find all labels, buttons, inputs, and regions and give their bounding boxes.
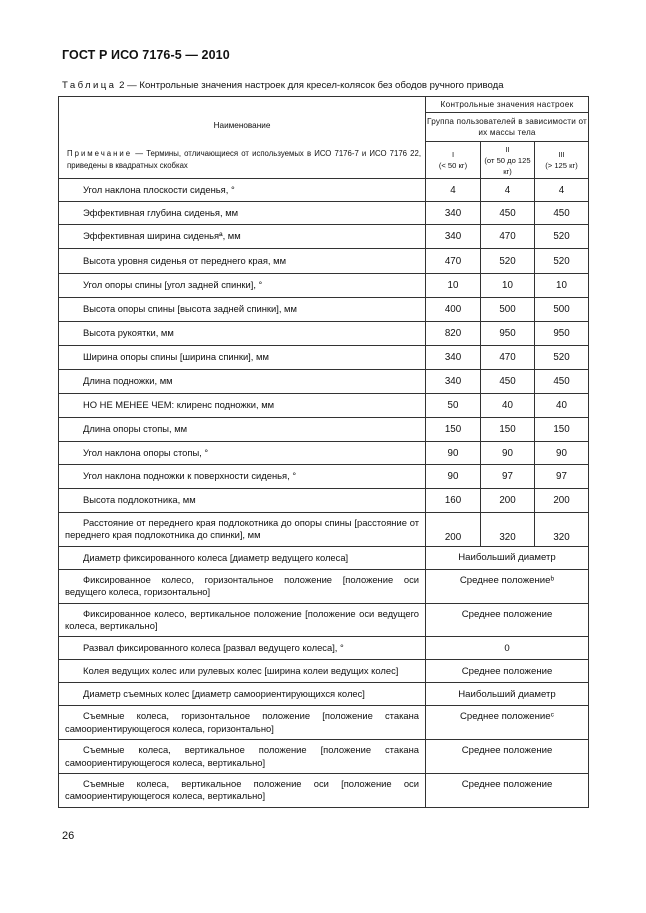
table-row xyxy=(59,546,589,569)
parameter-value: 520 xyxy=(481,249,535,274)
parameter-name: Ширина опоры спины [ширина спинки], мм xyxy=(59,346,426,370)
parameter-value: 97 xyxy=(535,465,589,489)
parameter-value: Среднее положение xyxy=(426,603,589,637)
parameter-value: 520 xyxy=(535,346,589,370)
parameter-name: Фиксированное колесо, вертикальное положение [положение оси ведущего колеса, вертикально] xyxy=(59,603,426,637)
parameter-value: 4 xyxy=(535,179,589,202)
parameter-value: 97 xyxy=(481,465,535,489)
table-row xyxy=(59,442,589,465)
parameter-name: Съемные колеса, вертикальное положение [положение стакана самоориентирующегося колеса, вертикально] xyxy=(59,740,426,774)
parameter-value: Наибольший диаметр xyxy=(426,683,589,706)
parameter-value: 90 xyxy=(426,465,481,489)
parameter-value: 450 xyxy=(481,202,535,225)
parameter-name: Диаметр съемных колес [диаметр самоориентирующихся колес] xyxy=(59,683,426,706)
table-row xyxy=(59,489,589,513)
parameter-name: Колея ведущих колес или рулевых колес [ширина колеи ведущих колес] xyxy=(59,660,426,683)
parameter-value: 150 xyxy=(481,418,535,442)
header-note xyxy=(63,148,421,172)
parameter-value: Среднее положениеᶜ xyxy=(426,706,589,740)
parameter-value: Среднее положениеᵇ xyxy=(426,569,589,603)
name-column-title: Наименование xyxy=(213,121,271,130)
table-row xyxy=(59,346,589,370)
table-row xyxy=(59,322,589,346)
table-row xyxy=(59,249,589,274)
parameter-name: Угол опоры спины [угол задней спинки], ° xyxy=(59,274,426,298)
parameter-name: Высота рукоятки, мм xyxy=(59,322,426,346)
parameter-name: Длина подножки, мм xyxy=(59,370,426,394)
parameter-value: 470 xyxy=(481,225,535,249)
note-text: — Термины, отличающиеся от используемых в ИСО 7176-7 и ИСО 7176 22, приведены в квадратных скобках xyxy=(67,149,421,170)
group-roman: I xyxy=(451,150,455,159)
parameter-value: 4 xyxy=(481,179,535,202)
parameter-value: 950 xyxy=(481,322,535,346)
parameter-value: 340 xyxy=(426,202,481,225)
parameter-name: Высота опоры спины [высота задней спинки], мм xyxy=(59,298,426,322)
parameter-name: Диаметр фиксированного колеса [диаметр ведущего колеса] xyxy=(59,546,426,569)
parameter-value: 950 xyxy=(535,322,589,346)
parameter-name: Эффективная глубина сиденья, мм xyxy=(59,202,426,225)
parameter-name: Высота подлокотника, мм xyxy=(59,489,426,513)
group-column-header xyxy=(481,142,535,179)
group-range: (< 50 кг) xyxy=(438,161,468,170)
table-caption-text: 2 — Контрольные значения настроек для кресел-колясок без ободов ручного привода xyxy=(119,80,504,91)
table-row xyxy=(59,465,589,489)
group-roman: III xyxy=(558,150,565,159)
parameter-name: Длина опоры стопы, мм xyxy=(59,418,426,442)
parameter-value: 400 xyxy=(426,298,481,322)
parameter-value: 150 xyxy=(535,418,589,442)
control-values-header: Контрольные значения настроек xyxy=(426,97,589,113)
table-row xyxy=(59,637,589,660)
parameter-value: 450 xyxy=(535,370,589,394)
user-group-header: Группа пользователей в зависимости от их массы тела xyxy=(426,113,589,142)
group-range: (от 50 до 125 кг) xyxy=(484,155,531,176)
table-row xyxy=(59,774,589,808)
name-column-header xyxy=(59,97,426,179)
parameter-value: 320 xyxy=(535,513,589,547)
table-row xyxy=(59,394,589,418)
note-label: Примечание xyxy=(67,149,133,158)
parameter-value: 320 xyxy=(481,513,535,547)
parameter-value: 40 xyxy=(535,394,589,418)
group-roman: II xyxy=(505,144,510,154)
table-caption xyxy=(62,80,504,91)
parameter-value: 450 xyxy=(481,370,535,394)
table-row xyxy=(59,225,589,249)
table-row xyxy=(59,274,589,298)
parameter-name: Угол наклона подножки к поверхности сиденья, ° xyxy=(59,465,426,489)
parameter-name: Угол наклона опоры стопы, ° xyxy=(59,442,426,465)
parameter-name: НО НЕ МЕНЕЕ ЧЕМ: клиренс подножки, мм xyxy=(59,394,426,418)
parameter-value: Среднее положение xyxy=(426,774,589,808)
parameter-value: 90 xyxy=(481,442,535,465)
parameter-value: 90 xyxy=(426,442,481,465)
parameter-name: Расстояние от переднего края подлокотника до опоры спины [расстояние от переднего края подлокотника до спинки], мм xyxy=(59,513,426,547)
parameter-value: 470 xyxy=(481,346,535,370)
parameter-value: 50 xyxy=(426,394,481,418)
parameter-value: 200 xyxy=(481,489,535,513)
table-row xyxy=(59,683,589,706)
parameter-name: Угол наклона плоскости сиденья, ° xyxy=(59,179,426,202)
parameter-value: 10 xyxy=(481,274,535,298)
parameter-name: Эффективная ширина сиденьяª, мм xyxy=(59,225,426,249)
table-row xyxy=(59,418,589,442)
table-row xyxy=(59,740,589,774)
parameter-value: 820 xyxy=(426,322,481,346)
parameter-value: 520 xyxy=(535,225,589,249)
parameter-value: 520 xyxy=(535,249,589,274)
parameter-name: Развал фиксированного колеса [развал ведущего колеса], ° xyxy=(59,637,426,660)
parameter-value: Наибольший диаметр xyxy=(426,546,589,569)
parameter-value: 470 xyxy=(426,249,481,274)
group-range: (> 125 кг) xyxy=(545,161,578,170)
document-code: ГОСТ Р ИСО 7176-5 — 2010 xyxy=(62,48,230,62)
parameter-value: 40 xyxy=(481,394,535,418)
parameter-value: 10 xyxy=(535,274,589,298)
parameter-name: Фиксированное колесо, горизонтальное положение [положение оси ведущего колеса, горизонтально] xyxy=(59,569,426,603)
table-row xyxy=(59,706,589,740)
table-row xyxy=(59,298,589,322)
table-row xyxy=(59,513,589,547)
parameter-value: 90 xyxy=(535,442,589,465)
parameter-value: 0 xyxy=(426,637,589,660)
parameter-value: 500 xyxy=(481,298,535,322)
parameter-value: Среднее положение xyxy=(426,740,589,774)
table-row xyxy=(59,370,589,394)
table-row xyxy=(59,202,589,225)
parameter-value: 4 xyxy=(426,179,481,202)
parameter-name: Съемные колеса, вертикальное положение оси [положение оси самоориентирующегося колеса, вертикально] xyxy=(59,774,426,808)
group-column-header xyxy=(535,142,589,179)
parameter-value: 200 xyxy=(426,513,481,547)
table-caption-label: Таблица xyxy=(62,80,117,91)
parameter-name: Высота уровня сиденья от переднего края, мм xyxy=(59,249,426,274)
parameter-value: 340 xyxy=(426,370,481,394)
group-column-header xyxy=(426,142,481,179)
table-row xyxy=(59,660,589,683)
parameter-value: 150 xyxy=(426,418,481,442)
page-number: 26 xyxy=(62,830,75,842)
settings-table xyxy=(58,96,589,808)
table-row xyxy=(59,179,589,202)
table-row xyxy=(59,569,589,603)
parameter-value: 340 xyxy=(426,346,481,370)
parameter-name: Съемные колеса, горизонтальное положение [положение стакана самоориентирующегося колеса, горизонтально] xyxy=(59,706,426,740)
parameter-value: 450 xyxy=(535,202,589,225)
table-row xyxy=(59,603,589,637)
parameter-value: 500 xyxy=(535,298,589,322)
parameter-value: 10 xyxy=(426,274,481,298)
parameter-value: 200 xyxy=(535,489,589,513)
parameter-value: 160 xyxy=(426,489,481,513)
parameter-value: Среднее положение xyxy=(426,660,589,683)
parameter-value: 340 xyxy=(426,225,481,249)
